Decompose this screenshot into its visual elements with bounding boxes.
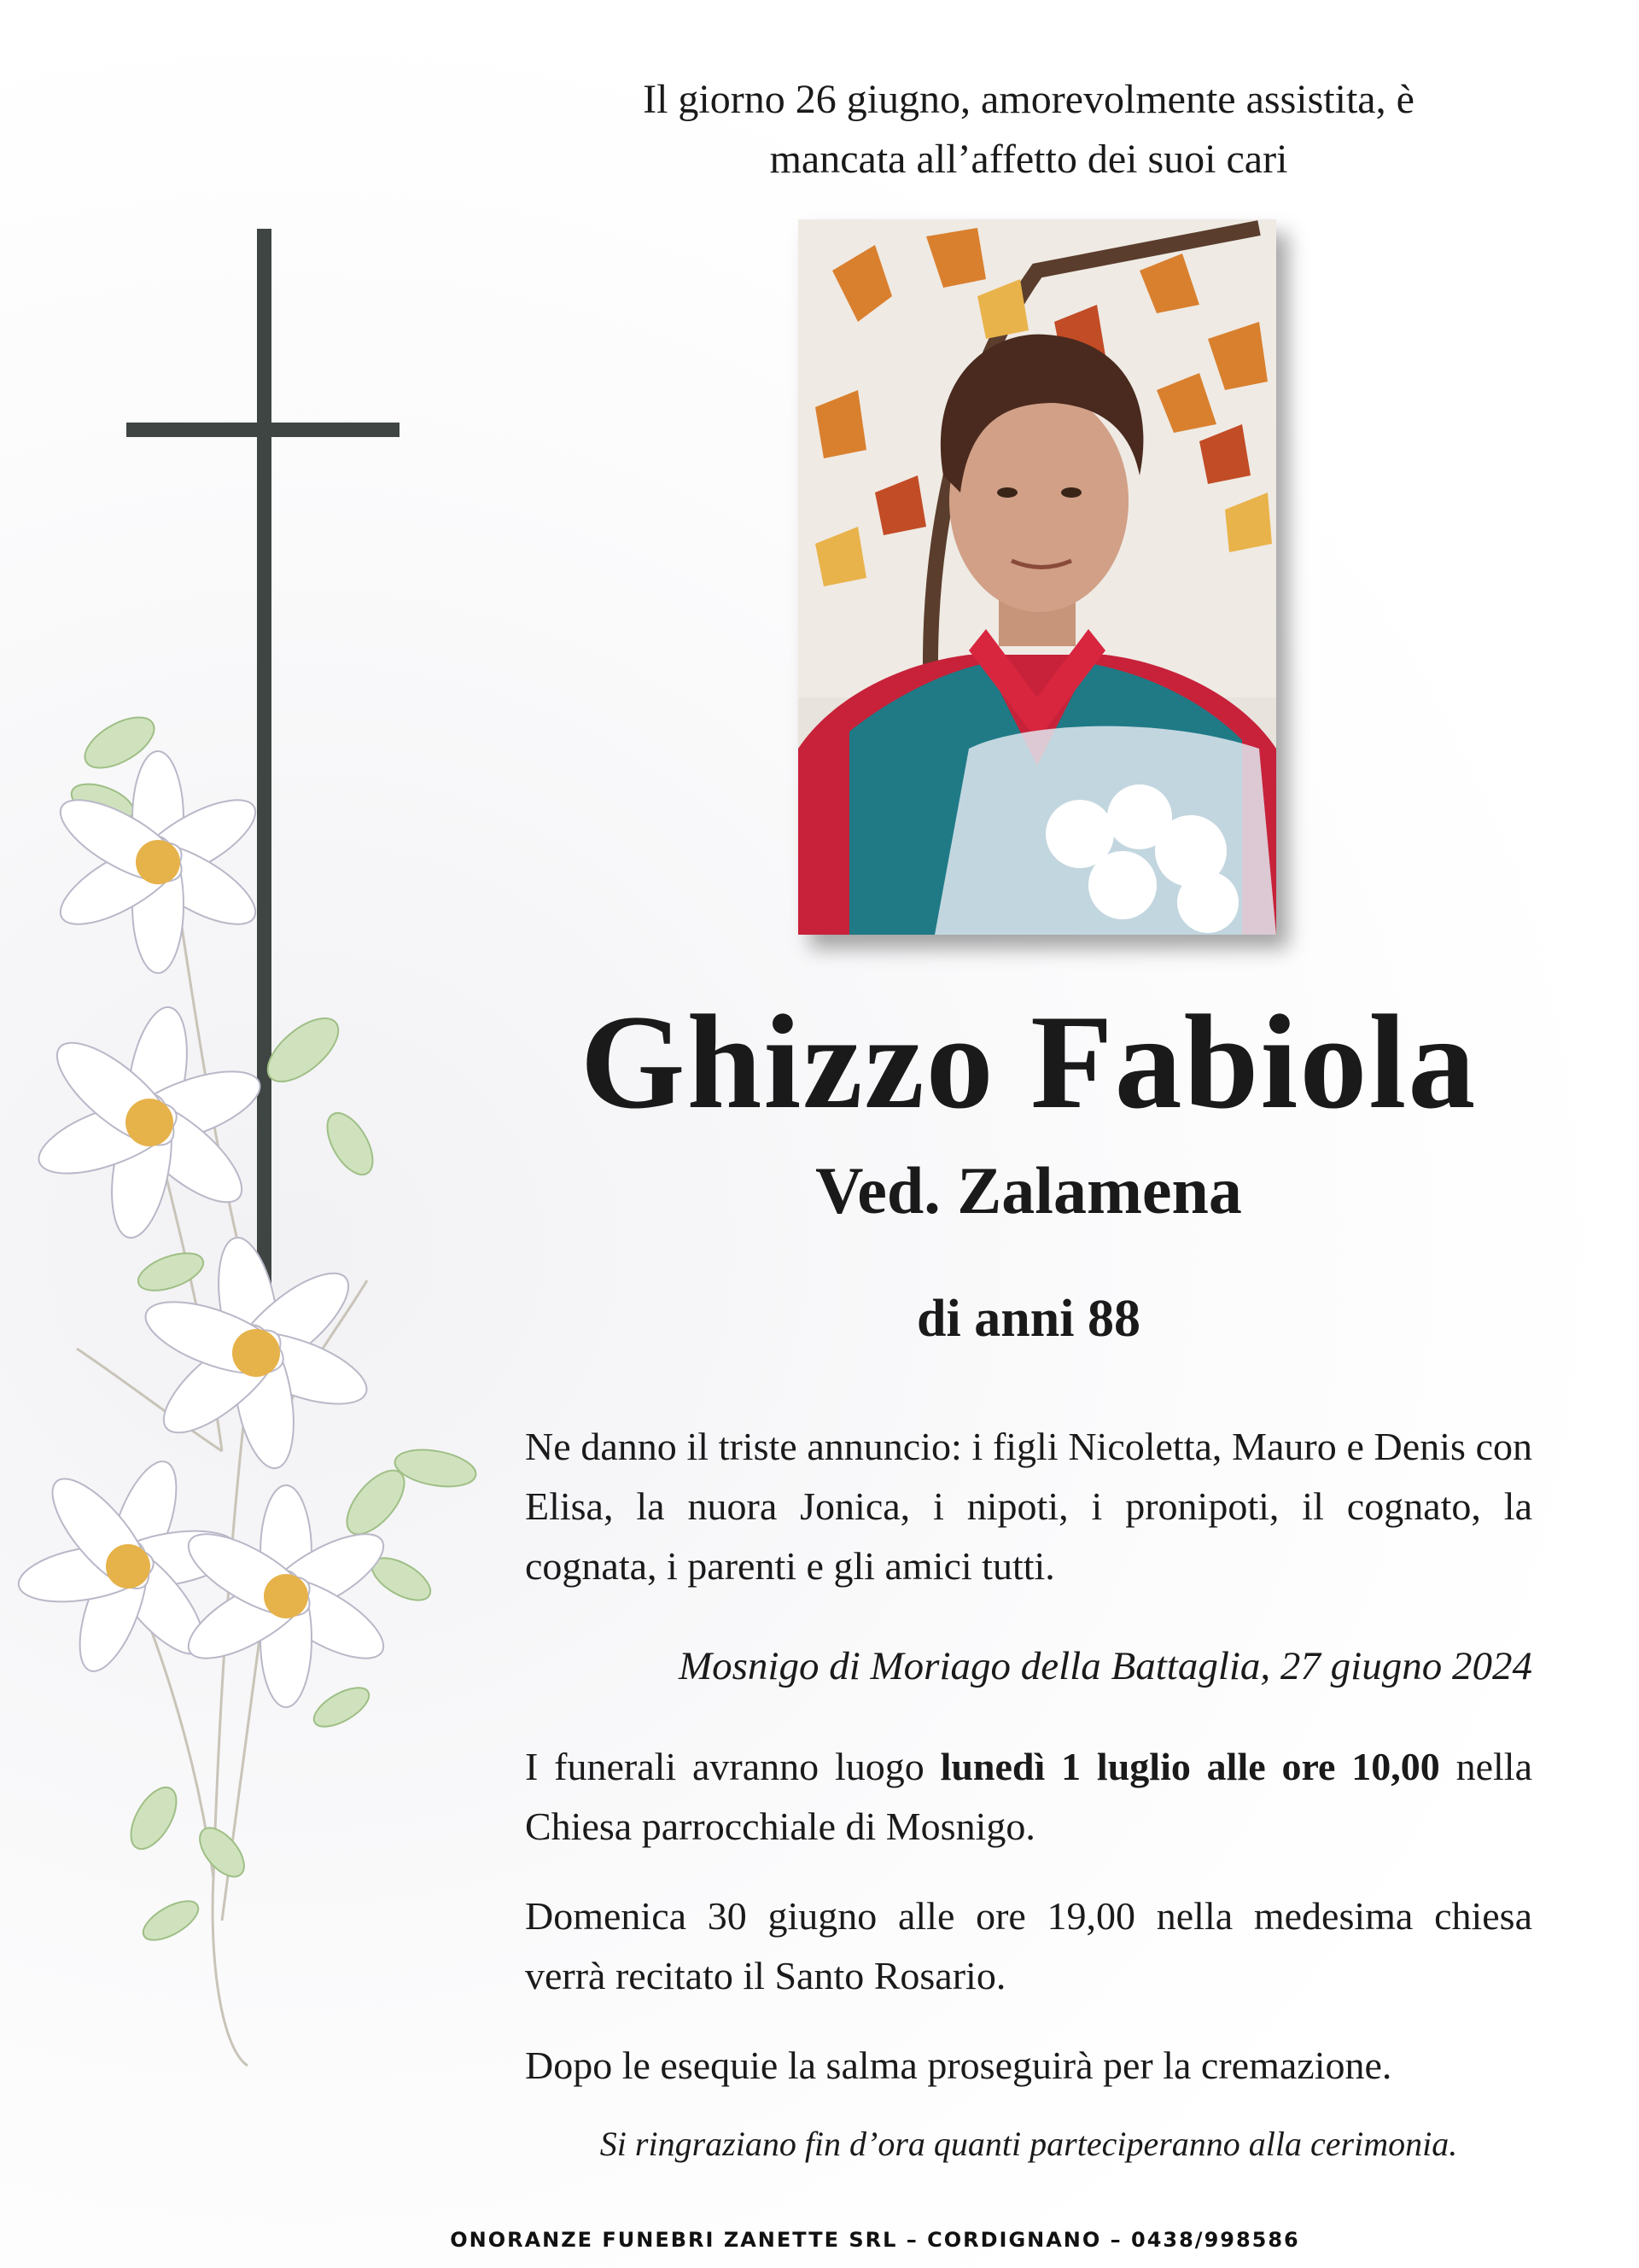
funeral-where: nella Chiesa parrocchiale di Mosnigo. (525, 1745, 1533, 1848)
rosary-paragraph: Domenica 30 giugno alle ore 19,00 nella medesima chiesa verrà recitato il Santo Rosario. (525, 1894, 1532, 1997)
funeral-when: lunedì 1 luglio alle ore 10,00 (940, 1745, 1440, 1788)
announcement-paragraph: Ne danno il triste annuncio: i figli Nicoletta, Mauro e Denis con Elisa, la nuora Jonica, i nipoti, i pronipoti, il cognato, la cognata, i parenti e gli amici tutti. (525, 1425, 1532, 1588)
intro-line-1: Il giorno 26 giugno, amorevolmente assistita, è (643, 77, 1414, 122)
cross-and-flowers-decoration (0, 0, 546, 2268)
intro-text (525, 70, 1532, 189)
funeral-home-footer: ONORANZE FUNEBRI ZANETTE SRL – CORDIGNANO – 0438/998586 (450, 2228, 1300, 2252)
portrait-illustration (798, 219, 1276, 935)
widow-of: Ved. Zalamena (815, 1153, 1242, 1227)
lily-blossom-icon (15, 751, 395, 1707)
portrait-photo (798, 219, 1276, 935)
funeral-prefix: I funerali avranno luogo (525, 1745, 924, 1788)
funeral-paragraph (525, 1737, 1532, 1857)
place-and-date: Mosnigo di Moriago della Battaglia, 27 giugno 2024 (678, 1644, 1532, 1688)
intro-line-2: mancata all’affetto dei suoi cari (769, 137, 1288, 182)
age: di anni 88 (917, 1290, 1140, 1348)
thanks-line: Si ringraziano fin d’ora quanti parteciperanno alla cerimonia. (599, 2125, 1458, 2163)
deceased-name: Ghizzo Fabiola (580, 988, 1478, 1137)
cremation-paragraph: Dopo le esequie la salma proseguirà per la cremazione. (525, 2044, 1392, 2087)
